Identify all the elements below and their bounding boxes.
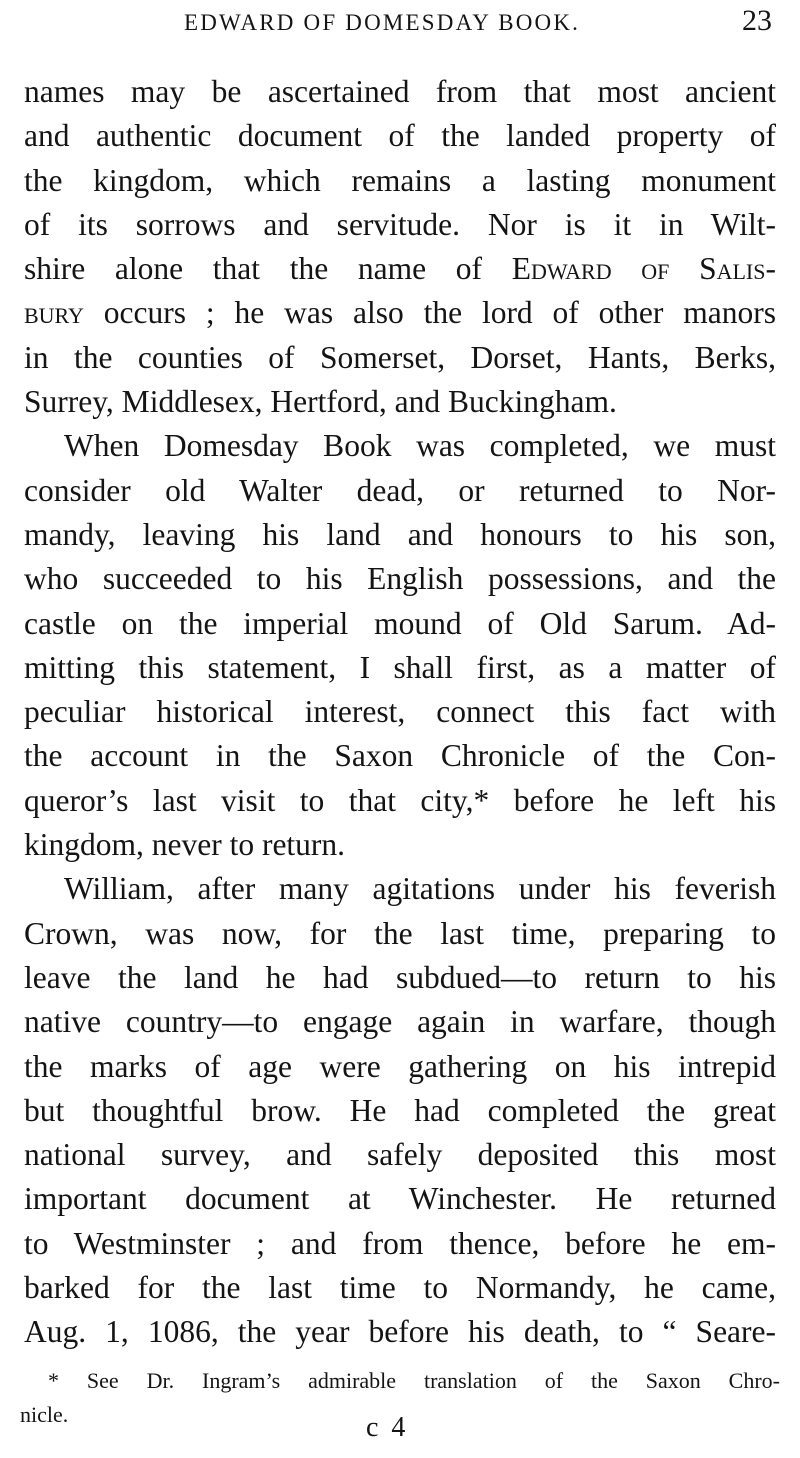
text-line: peculiar historical interest, connect this fact with xyxy=(24,694,776,730)
running-head xyxy=(0,4,800,44)
text-line: who succeeded to his English possessions, and the xyxy=(24,561,776,597)
text-line: barked for the last time to Normandy, he came, xyxy=(24,1270,776,1306)
text-run: occurs ; he was also the lord of other manors xyxy=(83,295,776,331)
text-line: queror’s last visit to that city,* before he left his xyxy=(24,782,776,818)
text-line: leave the land he had subdued—to return to his xyxy=(24,959,776,995)
text-line: to Westminster ; and from thence, before he em- xyxy=(24,1225,776,1261)
text-line: names may be ascertained from that most ancient xyxy=(24,74,776,109)
text-line: Aug. 1, 1086, the year before his death, to “ Seare- xyxy=(24,1314,776,1350)
text-line: important document at Winchester. He returned xyxy=(24,1181,776,1217)
footnote-line: nicle. xyxy=(20,1402,69,1427)
text-line: of its sorrows and servitude. Nor is it in Wilt- xyxy=(24,206,776,242)
text-line: in the counties of Somerset, Dorset, Hants, Berks, xyxy=(24,339,776,375)
text-line: the kingdom, which remains a lasting monument xyxy=(24,162,776,198)
text-line: the marks of age were gathering on his intrepid xyxy=(24,1048,776,1084)
text-line: native country—to engage again in warfare, though xyxy=(24,1004,776,1040)
page-number: 23 xyxy=(742,4,772,37)
text-line: and authentic document of the landed property of xyxy=(24,118,776,154)
text-line: William, after many agitations under his feverish xyxy=(64,871,776,907)
footnote-line: * See Dr. Ingram’s admirable translation of the Saxon Chro- xyxy=(48,1368,780,1393)
text-line xyxy=(24,247,776,291)
text-line xyxy=(24,291,776,335)
text-line: castle on the imperial mound of Old Sarum. Ad- xyxy=(24,605,776,641)
text-line: consider old Walter dead, or returned to Nor- xyxy=(24,472,776,508)
text-line: mandy, leaving his land and honours to his son, xyxy=(24,516,776,552)
text-line: the account in the Saxon Chronicle of the Con- xyxy=(24,738,776,774)
running-title: EDWARD OF DOMESDAY BOOK. xyxy=(184,10,581,35)
text-line: Crown, was now, for the last time, preparing to xyxy=(24,915,776,951)
text-line: mitting this statement, I shall first, as a matter of xyxy=(24,649,776,685)
small-caps-name: Edward of Salis- xyxy=(511,251,776,287)
text-run: shire alone that the name of xyxy=(24,251,512,287)
signature-mark: c 4 xyxy=(366,1412,409,1443)
body-text xyxy=(24,70,776,1355)
text-line: national survey, and safely deposited this most xyxy=(24,1137,776,1173)
text-line: kingdom, never to return. xyxy=(24,827,346,863)
text-line: When Domesday Book was completed, we must xyxy=(64,428,776,464)
text-line: Surrey, Middlesex, Hertford, and Buckingham. xyxy=(24,384,617,420)
text-line: but thoughtful brow. He had completed the great xyxy=(24,1092,776,1128)
small-caps-name: bury xyxy=(24,295,84,331)
